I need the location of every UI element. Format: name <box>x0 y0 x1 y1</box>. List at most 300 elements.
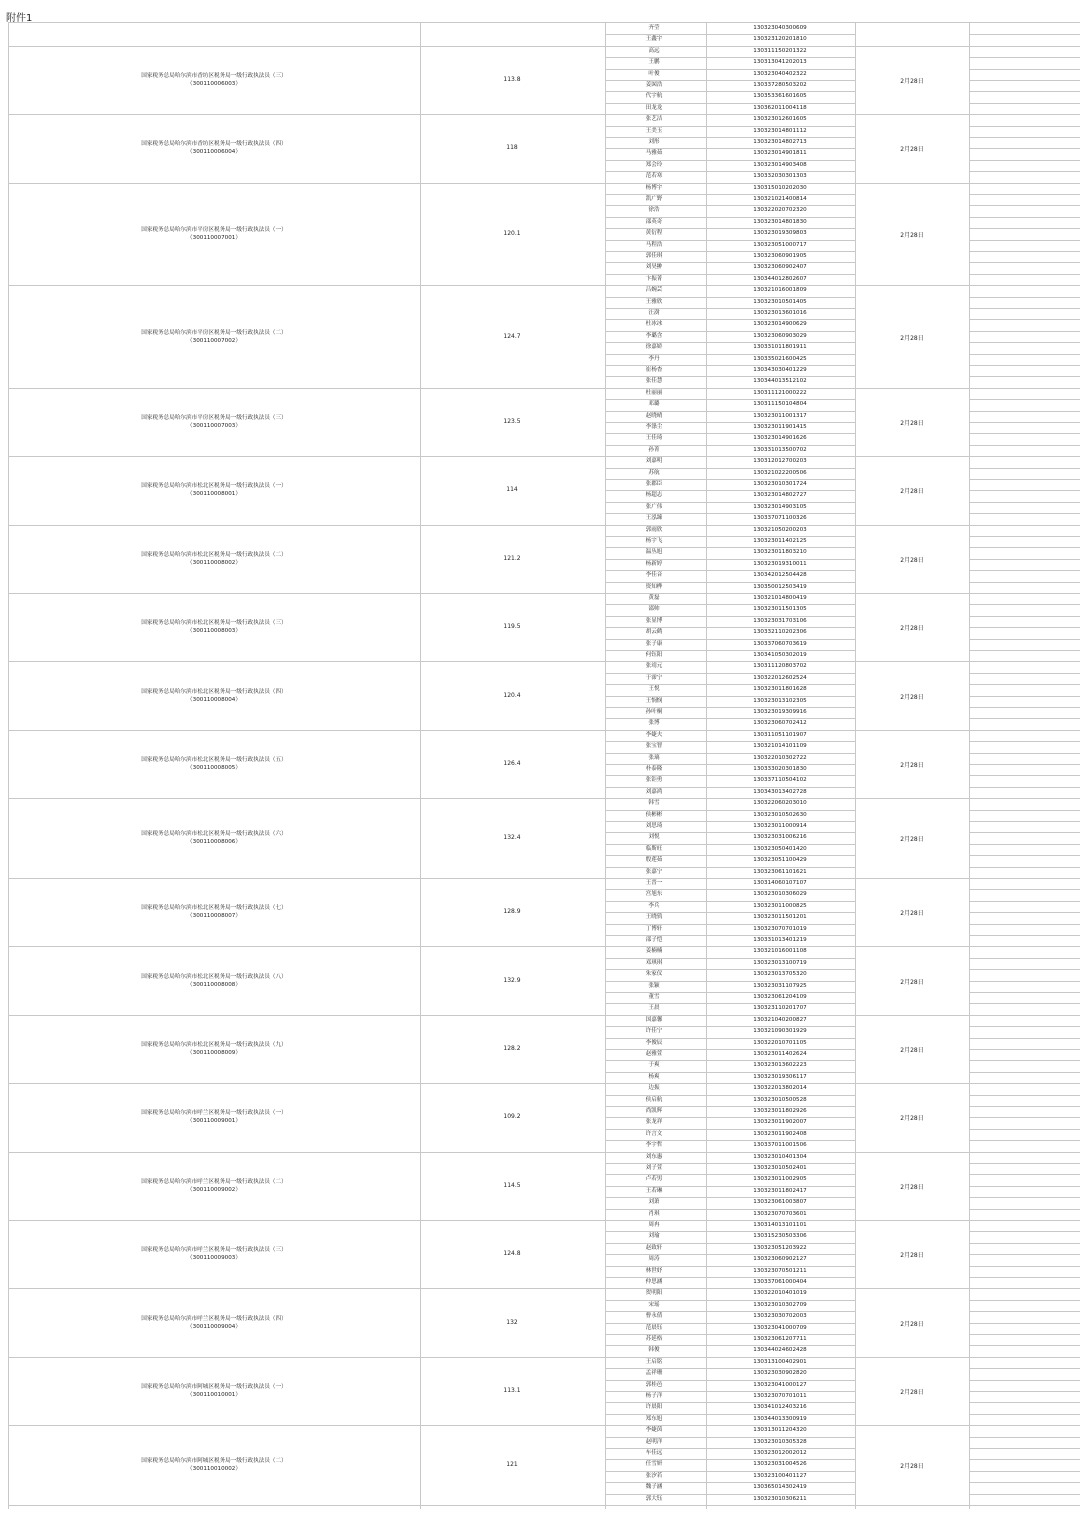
position-code: （300110008005） <box>187 765 241 771</box>
group-divider <box>8 661 1080 662</box>
exam-id: 130323013102305 <box>753 697 807 704</box>
exam-id: 130321090301929 <box>753 1028 807 1035</box>
candidate-name: 许佳宁 <box>645 1028 663 1035</box>
exam-id: 130323011002905 <box>753 1176 807 1183</box>
exam-id: 130337280503202 <box>753 82 807 88</box>
row-divider <box>969 274 1080 275</box>
exam-id: 130323070703601 <box>753 1210 807 1217</box>
exam-id: 130323010500528 <box>753 1096 807 1103</box>
position-title <box>10 619 418 635</box>
candidate-name: 高远 <box>648 47 660 54</box>
row-divider <box>969 673 1080 674</box>
exam-id: 130323060902407 <box>753 264 807 271</box>
exam-id: 130323010306029 <box>753 891 807 898</box>
group-divider <box>8 388 1080 389</box>
position-name: 国家税务总局哈尔滨市松北区税务局一级行政执法员（五） <box>141 757 287 763</box>
row-divider <box>969 1345 1080 1346</box>
row-divider <box>969 1334 1080 1335</box>
exam-date: 2月28日 <box>900 693 924 701</box>
exam-id: 130323070701019 <box>753 925 807 932</box>
row-divider <box>969 650 1080 651</box>
position-code: （300110007002） <box>187 337 241 344</box>
position-code: （300110008003） <box>187 628 241 635</box>
row-divider <box>969 1072 1080 1073</box>
exam-id: 130323014802727 <box>753 492 807 499</box>
candidate-name: 许晨阳 <box>645 1404 663 1411</box>
candidate-name: 吕婉芸 <box>645 287 663 294</box>
row-divider <box>969 1209 1080 1210</box>
exam-id: 130323011501201 <box>753 914 807 921</box>
candidate-name: 王晓鸫 <box>645 914 663 921</box>
candidate-name: 叶俊 <box>648 70 660 77</box>
exam-id: 130323060902127 <box>753 1256 807 1263</box>
candidate-name: 卢若男 <box>645 1176 663 1183</box>
position-title <box>10 140 418 156</box>
row-divider <box>969 1471 1080 1472</box>
candidate-name: 王雅欣 <box>645 298 663 305</box>
candidate-name: 曹永倩 <box>645 1313 663 1320</box>
row-divider <box>969 1402 1080 1403</box>
group-divider <box>8 1083 1080 1084</box>
candidate-name: 国嘉馨 <box>645 1016 663 1023</box>
candidate-name: 赵晓晴 <box>645 412 663 419</box>
interview-score-line: 114 <box>506 486 518 494</box>
exam-id: 130311051101907 <box>753 731 807 738</box>
row-divider <box>969 490 1080 491</box>
row-divider <box>969 1300 1080 1301</box>
row-divider <box>969 354 1080 355</box>
candidate-name: 临斯旺 <box>645 845 663 852</box>
position-name: 国家税务总局哈尔滨市松北区税务局一级行政执法员（四） <box>141 688 287 695</box>
candidate-name: 任雪妍 <box>645 1461 663 1468</box>
exam-id: 130337011001506 <box>753 1142 807 1149</box>
candidate-name: 刘彤 <box>648 139 660 145</box>
column-line <box>969 23 970 1509</box>
position-title <box>10 1383 418 1399</box>
exam-id: 130323011802926 <box>753 1108 807 1114</box>
row-divider <box>969 844 1080 845</box>
exam-id: 130322020702320 <box>753 207 807 214</box>
position-name: 国家税务总局哈尔滨市香坊区税务局一级行政执法员（三） <box>141 73 287 79</box>
exam-id: 130323013602223 <box>753 1062 807 1069</box>
position-name: 国家税务总局哈尔滨市香坊区税务局一级行政执法员（四） <box>141 141 287 148</box>
row-divider <box>969 787 1080 788</box>
position-title <box>10 1457 418 1473</box>
row-divider <box>969 91 1080 92</box>
position-code: （300110006004） <box>187 149 241 156</box>
position-title <box>10 1109 418 1125</box>
row-divider <box>969 69 1080 70</box>
candidate-name: 徐浩 <box>648 207 660 214</box>
row-divider <box>969 376 1080 377</box>
candidate-name: 张佳慧 <box>645 378 663 385</box>
row-divider <box>969 1254 1080 1255</box>
exam-id: 130323010305328 <box>753 1438 807 1445</box>
candidate-name: 王佳琦 <box>645 435 663 442</box>
row-divider <box>969 148 1080 149</box>
group-divider <box>8 730 1080 731</box>
exam-id: 130323041000709 <box>753 1324 807 1331</box>
candidate-name: 孙菁 <box>648 446 660 453</box>
position-name: 国家税务总局哈尔滨市松北区税务局一级行政执法员（七） <box>141 905 287 912</box>
exam-date: 2月28日 <box>900 1183 924 1191</box>
exam-id: 130311120803702 <box>753 663 807 670</box>
exam-id: 130343030401229 <box>753 367 807 373</box>
exam-date: 2月28日 <box>900 910 924 918</box>
candidate-name: 刘嘉明 <box>645 458 663 465</box>
row-divider <box>969 536 1080 537</box>
row-divider <box>969 468 1080 469</box>
exam-id: 130321022200506 <box>753 469 807 476</box>
attachment-label: 附件1 <box>6 13 33 24</box>
position-name: 国家税务总局哈尔滨市呼兰区税务局一级行政执法员（二） <box>141 1178 287 1185</box>
position-title <box>10 329 418 345</box>
candidate-name: 马雅茹 <box>645 150 663 157</box>
candidate-name: 刘萧 <box>648 1199 660 1206</box>
exam-id: 130331013401219 <box>753 937 807 943</box>
exam-id: 130313041202013 <box>753 59 807 66</box>
exam-id: 130323010501405 <box>753 298 807 305</box>
exam-id: 130323011802417 <box>753 1187 807 1194</box>
position-title <box>10 226 418 242</box>
exam-id: 130323019306117 <box>753 1073 807 1080</box>
exam-id: 130323012601605 <box>753 116 807 123</box>
exam-id: 130343013402728 <box>753 788 807 795</box>
exam-id: 130313011204320 <box>753 1427 807 1434</box>
row-divider <box>969 297 1080 298</box>
exam-id: 130350012503419 <box>753 583 807 590</box>
column-line <box>8 23 9 1509</box>
candidate-name: 张宝智 <box>645 743 663 750</box>
position-code: （300110009003） <box>187 1255 241 1262</box>
row-divider <box>969 228 1080 229</box>
candidate-name: 李涤尘 <box>645 424 663 430</box>
row-divider <box>969 365 1080 366</box>
exam-id: 130313100402901 <box>753 1358 807 1365</box>
exam-id: 130323014901811 <box>753 150 807 157</box>
position-title <box>10 973 418 989</box>
row-divider <box>969 718 1080 719</box>
position-name: 国家税务总局哈尔滨市阿城区税务局一级行政执法员（二） <box>141 1458 287 1465</box>
position-code: （300110009002） <box>187 1186 241 1193</box>
row-divider <box>969 1140 1080 1141</box>
candidate-name: 张显博 <box>645 617 663 624</box>
exam-id: 130331011801911 <box>753 344 807 351</box>
position-title <box>10 904 418 920</box>
candidate-name: 朴泰隆 <box>645 766 663 772</box>
group-divider <box>8 878 1080 879</box>
candidate-name: 田龙龙 <box>645 104 663 111</box>
exam-id: 130323030902820 <box>753 1370 807 1377</box>
candidate-name: 苏航 <box>648 469 660 476</box>
exam-id: 130323011402624 <box>753 1051 807 1057</box>
exam-id: 130331013500702 <box>753 446 807 453</box>
row-divider <box>969 616 1080 617</box>
position-name: 国家税务总局哈尔滨市阿城区税务局一级行政执法员（一） <box>141 1384 287 1390</box>
row-divider <box>969 1106 1080 1107</box>
candidate-name: 张钜勇 <box>645 777 663 784</box>
row-divider <box>969 639 1080 640</box>
exam-id: 130323060903029 <box>753 332 807 339</box>
exam-id: 130337071100326 <box>753 515 807 522</box>
exam-id: 130312012700203 <box>753 458 807 465</box>
candidate-name: 卞振菁 <box>645 275 663 282</box>
row-divider <box>969 1117 1080 1118</box>
candidate-name: 许言文 <box>645 1130 663 1137</box>
interview-score-line: 132 <box>506 1318 518 1326</box>
group-divider <box>8 456 1080 457</box>
position-code: （300110008006） <box>187 839 241 846</box>
exam-id: 130323011901415 <box>753 424 807 430</box>
row-divider <box>969 342 1080 343</box>
exam-id: 130344013512102 <box>753 378 807 385</box>
row-divider <box>969 319 1080 320</box>
exam-id: 130314060107107 <box>753 880 807 886</box>
row-divider <box>969 308 1080 309</box>
exam-id: 130323060901905 <box>753 253 807 259</box>
position-title <box>10 414 418 430</box>
exam-id: 130323030702003 <box>753 1313 807 1320</box>
candidate-name: 张璃 <box>648 754 660 761</box>
exam-id: 130323019310011 <box>753 560 807 567</box>
candidate-name: 尚凯辉 <box>645 1108 663 1114</box>
candidate-name: 杨爽 <box>648 1073 660 1080</box>
position-code: （300110007003） <box>187 423 241 429</box>
group-divider <box>8 525 1080 526</box>
candidate-name: 刘悦 <box>648 834 660 841</box>
candidate-name: 韩俊 <box>648 1347 660 1354</box>
exam-id: 130323060702412 <box>753 720 807 727</box>
candidate-name: 刘思琦 <box>645 823 663 829</box>
exam-id: 130314013101101 <box>753 1222 807 1228</box>
candidate-name: 张广伟 <box>645 503 663 510</box>
row-divider <box>969 582 1080 583</box>
row-divider <box>969 1129 1080 1130</box>
candidate-name: 邓璐 <box>648 401 660 408</box>
row-divider <box>969 1368 1080 1369</box>
position-name: 国家税务总局哈尔滨市松北区税务局一级行政执法员（三） <box>141 620 287 627</box>
exam-date: 2月28日 <box>900 231 924 239</box>
position-title <box>10 688 418 704</box>
candidate-name: 丁博轩 <box>645 925 663 932</box>
candidate-name: 张汐若 <box>645 1472 663 1479</box>
candidate-name: 郭佳琪 <box>645 253 663 259</box>
row-divider <box>969 126 1080 127</box>
candidate-name: 何钰阳 <box>645 652 663 658</box>
candidate-name: 朱家仪 <box>645 971 663 978</box>
exam-date: 2月28日 <box>900 146 924 154</box>
exam-id: 130322012602524 <box>753 674 807 681</box>
candidate-name: 邵英奇 <box>645 218 663 225</box>
candidate-name: 刘嘉鸿 <box>645 788 663 795</box>
row-divider <box>969 559 1080 560</box>
row-divider <box>969 1186 1080 1187</box>
row-divider <box>969 1266 1080 1267</box>
row-divider <box>969 1437 1080 1438</box>
exam-id: 130332030301303 <box>753 173 807 180</box>
row-divider <box>969 753 1080 754</box>
row-divider <box>969 1311 1080 1312</box>
row-divider <box>969 1038 1080 1039</box>
row-divider <box>969 1163 1080 1164</box>
exam-date: 2月28日 <box>900 836 924 844</box>
candidate-name: 范若寒 <box>645 173 663 180</box>
candidate-name: 齐莹 <box>648 25 660 31</box>
row-divider <box>969 1482 1080 1483</box>
position-title <box>10 830 418 846</box>
row-divider <box>969 604 1080 605</box>
group-divider <box>8 1220 1080 1221</box>
candidate-name: 王鹏 <box>648 59 660 66</box>
row-divider <box>969 1277 1080 1278</box>
row-divider <box>969 764 1080 765</box>
candidate-name: 苏延格 <box>645 1336 663 1342</box>
group-divider <box>8 1357 1080 1358</box>
exam-id: 130323013100719 <box>753 959 807 966</box>
candidate-name: 赵雅萱 <box>645 1051 663 1057</box>
candidate-name: 林世妤 <box>645 1267 663 1274</box>
exam-id: 130323061003807 <box>753 1199 807 1206</box>
exam-id: 130311121000222 <box>753 389 807 396</box>
candidate-name: 温丛旭 <box>645 549 663 556</box>
row-divider <box>969 810 1080 811</box>
exam-id: 130323011402125 <box>753 538 807 544</box>
exam-id: 130323100401127 <box>753 1472 807 1479</box>
exam-id: 130323011902408 <box>753 1130 807 1137</box>
position-name: 国家税务总局哈尔滨市呼兰区税务局一级行政执法员（一） <box>141 1110 287 1117</box>
row-divider <box>969 570 1080 571</box>
exam-date: 2月28日 <box>900 1463 924 1471</box>
exam-id: 130323051203922 <box>753 1244 807 1251</box>
row-divider <box>969 445 1080 446</box>
row-divider <box>969 205 1080 206</box>
exam-id: 130323031703106 <box>753 617 807 624</box>
candidate-name: 李宇哲 <box>645 1142 663 1149</box>
exam-date: 2月28日 <box>900 762 924 769</box>
candidate-name: 王鑫宇 <box>645 36 663 43</box>
exam-id: 130323010302709 <box>753 1301 807 1308</box>
exam-id: 130341050302019 <box>753 652 807 658</box>
exam-id: 130323031107925 <box>753 982 807 989</box>
position-name: 国家税务总局哈尔滨市平房区税务局一级行政执法员（二） <box>141 329 287 336</box>
candidate-name: 王启铭 <box>645 1358 663 1365</box>
exam-id: 130353361601605 <box>753 93 807 100</box>
exam-id: 130332110202306 <box>753 629 807 636</box>
group-divider <box>8 1505 1080 1506</box>
candidate-name: 李兵 <box>648 902 660 909</box>
position-name: 国家税务总局哈尔滨市松北区税务局一级行政执法员（六） <box>141 831 287 838</box>
row-divider <box>969 422 1080 423</box>
row-divider <box>969 1174 1080 1175</box>
candidate-name: 马程浩 <box>645 241 663 248</box>
candidate-name: 张靖元 <box>645 663 663 670</box>
position-code: （300110007001） <box>187 234 241 241</box>
exam-id: 130323010401304 <box>753 1153 807 1160</box>
candidate-name: 肖琪 <box>648 1210 660 1217</box>
exam-id: 130322013802014 <box>753 1085 807 1092</box>
interview-score-line: 120.4 <box>503 691 521 699</box>
row-divider <box>969 433 1080 434</box>
row-divider <box>969 981 1080 982</box>
row-divider <box>969 924 1080 925</box>
exam-id: 130323014901626 <box>753 435 807 442</box>
candidate-name: 李婕茵 <box>645 1427 663 1434</box>
exam-id: 130342012504428 <box>753 572 807 579</box>
row-divider <box>969 1095 1080 1096</box>
position-code: （300110006003） <box>187 81 241 87</box>
interview-score-line: 120.1 <box>503 229 521 237</box>
position-name: 国家税务总局哈尔滨市平房区税务局一级行政执法员（三） <box>141 415 287 421</box>
position-code: （300110008008） <box>187 981 241 988</box>
exam-date: 2月28日 <box>900 1389 924 1396</box>
candidate-name: 杜冰冰 <box>645 321 663 328</box>
exam-date: 2月28日 <box>900 1252 924 1260</box>
position-code: （300110009004） <box>187 1323 241 1330</box>
exam-id: 130335021600425 <box>753 355 807 362</box>
candidate-name: 于霈宁 <box>645 674 663 681</box>
position-title <box>10 1246 418 1262</box>
exam-id: 130362011004118 <box>753 104 807 111</box>
row-divider <box>969 992 1080 993</box>
exam-id: 130323014801112 <box>753 127 807 134</box>
exam-id: 130321014800419 <box>753 595 807 601</box>
row-divider <box>969 103 1080 104</box>
candidate-name: 侯启航 <box>645 1096 663 1103</box>
row-divider <box>969 502 1080 503</box>
row-divider <box>969 1049 1080 1050</box>
candidate-name: 杨新婷 <box>645 560 663 567</box>
exam-date: 2月28日 <box>900 78 924 85</box>
exam-id: 130323070501211 <box>753 1267 807 1274</box>
position-title <box>10 1041 418 1057</box>
interview-score-line: 109.2 <box>503 1113 521 1121</box>
exam-id: 130322010701105 <box>753 1039 807 1046</box>
exam-id: 130337110504102 <box>753 777 807 784</box>
candidate-name: 孟祥珊 <box>645 1370 663 1377</box>
candidate-name: 李璐含 <box>645 332 663 339</box>
exam-id: 130323014900629 <box>753 321 807 328</box>
exam-id: 130323011803210 <box>753 549 807 556</box>
interview-score-line: 128.9 <box>503 908 521 916</box>
row-divider <box>969 34 1080 35</box>
interview-score-line: 113.1 <box>503 1387 521 1394</box>
row-divider <box>969 935 1080 936</box>
row-divider <box>969 57 1080 58</box>
row-divider <box>969 696 1080 697</box>
row-divider <box>969 1003 1080 1004</box>
exam-id: 130323041000127 <box>753 1381 807 1388</box>
position-name: 国家税务总局哈尔滨市松北区税务局一级行政执法员（九） <box>141 1042 287 1048</box>
candidate-name: 王悦 <box>648 686 660 693</box>
group-divider <box>8 285 1080 286</box>
candidate-name: 周涛 <box>648 1256 660 1263</box>
position-code: （300110008001） <box>187 491 241 498</box>
row-divider <box>969 901 1080 902</box>
exam-id: 130323014903105 <box>753 503 807 510</box>
exam-id: 130323011001317 <box>753 412 807 419</box>
row-divider <box>969 832 1080 833</box>
row-divider <box>969 741 1080 742</box>
exam-id: 130323031006216 <box>753 834 807 841</box>
candidate-name: 李佳音 <box>645 572 663 579</box>
exam-id: 130337061000404 <box>753 1279 807 1285</box>
exam-id: 130322060203010 <box>753 800 807 807</box>
candidate-name: 张郡臣 <box>645 481 663 487</box>
candidate-name: 邓琪琪 <box>645 959 663 966</box>
row-divider <box>969 80 1080 81</box>
position-name: 国家税务总局哈尔滨市松北区税务局一级行政执法员（二） <box>141 551 287 558</box>
group-divider <box>8 1152 1080 1153</box>
